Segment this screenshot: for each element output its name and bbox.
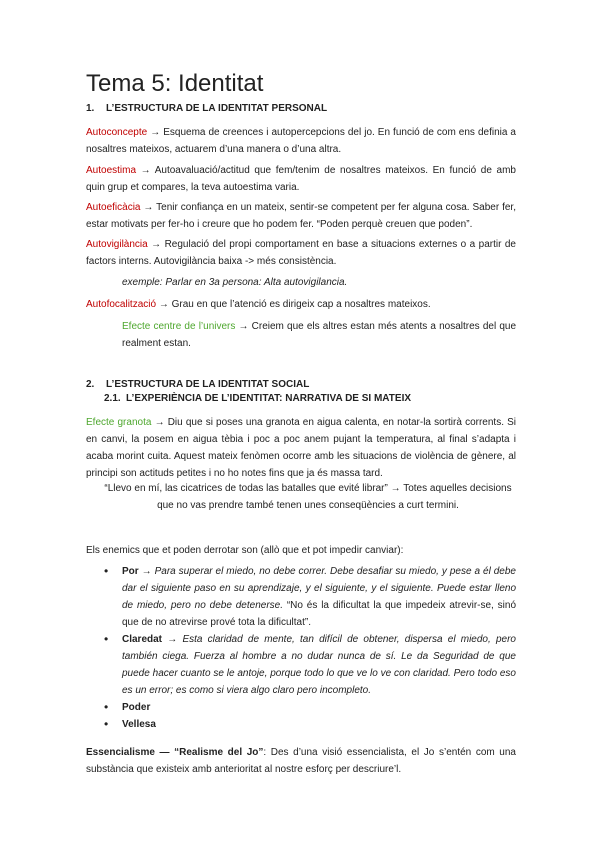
definition-autofocalitzacio: Autofocalització → Grau en que l’atenció es dirigeix cap a nosaltres mateixos.	[86, 299, 431, 310]
term-autofocalitzacio: Autofocalització	[86, 299, 157, 310]
list-item: • Vellesa	[104, 716, 516, 733]
definition-efecte-centre: Efecte centre de l’univers → Creiem que els altres estan més atents a nosaltres del que realment estan.	[122, 321, 516, 349]
definition-autoestima: Autoestima → Autoavaluació/actitud que fem/tenim de nosaltres mateixos. En funció de amb quin grup et compares, la teva autoestima varia.	[86, 165, 516, 193]
definition-autoeficacia: Autoeficàcia → Tenir confiança en un mateix, sentir-se competent per fer alguna cosa. Saber fer, estar motivats per fer-ho i creure que ho podem fer. “Poden perquè creuen que poden”.	[86, 202, 516, 230]
example-note: exemple: Parlar en 3a persona: Alta autovigilancia.	[122, 277, 348, 288]
section-heading-1: 1. L’ESTRUCTURA DE LA IDENTITAT PERSONAL	[86, 103, 328, 114]
term-efecte-centre: Efecte centre de l’univers	[122, 321, 236, 332]
term-autoconcepte: Autoconcepte	[86, 127, 148, 138]
section-heading-2-1: 2.1. L’EXPERIÈNCIA DE L’IDENTITAT: NARRATIVA DE SI MATEIX	[104, 393, 412, 404]
term-autovigilancia: Autovigilància	[86, 239, 148, 250]
list-item: • Poder	[104, 699, 516, 716]
list-item: • Claredat → Esta claridad de mente, tan difícil de obtener, dispersa el miedo, pero también ciega. Fuerza al hombre a no dudar nunca de sí. Le da Seguridad de que puede hacer cuanto se le antoje, porque todo lo que ve lo ve con claridad. Pero todo eso es un error; es como si viera algo claro pero incompleto.	[104, 631, 516, 699]
quote-text: “Llevo en mí, las cicatrices de todas las batalles que evité librar”	[104, 483, 388, 494]
definition-essencialisme: Essencialisme — “Realisme del Jo”: Des d’una visió essencialista, el Jo s’entén com una substància que existeix amb anterioritat al nostre esforç per descriure’l.	[86, 747, 516, 775]
list-item: • Por → Para superar el miedo, no debe correr. Debe desafiar su miedo, y pese a él debe dar el siguiente paso en su aprendizaje, y el siguiente, y el siguiente. Puede estar lleno de miedo, pero no debe detenerse. “No és la dificultat la que impedeix atrevir-se, sinó que de no atrevirse prové tota la dificultat”.	[104, 563, 516, 631]
enemies-list	[104, 563, 516, 733]
term-autoestima: Autoestima	[86, 165, 137, 176]
definition-efecte-granota: Efecte granota → Diu que si poses una granota en aigua calenta, en notar-la sortirà corrents. Si en canvi, la posem en aigua tèbia i poc a poc anem pujant la temperatura, al final s’adapta i acaba morint cuita. Aquest mateix fenòmen ocorre amb les situacions de violència de gènere, al principi son actituds petites i no ho notes fins que ja és massa tard.	[86, 417, 517, 479]
section-heading-2: 2. L’ESTRUCTURA DE LA IDENTITAT SOCIAL	[86, 379, 310, 390]
page-title: Tema 5: Identitat	[86, 70, 264, 97]
term-autoeficacia: Autoeficàcia	[86, 202, 141, 213]
term-essencialisme: Essencialisme — “Realisme del Jo”	[86, 747, 264, 758]
definition-autovigilancia: Autovigilància → Regulació del propi comportament en base a situacions externes o a partir de factors interns. Autovigilància baixa -> més consistència.	[86, 239, 516, 267]
term-efecte-granota: Efecte granota	[86, 417, 152, 428]
definition-autoconcepte: Autoconcepte → Esquema de creences i autopercepcions del jo. En funció de com ens definia a nosaltres mateixos, actuarem d’una manera o d’una altra.	[86, 127, 516, 155]
quote-block: “Llevo en mí, las cicatrices de todas las batalles que evité librar” → Totes aquelles decisions que no vas prendre també tenen unes conseqüències a curt termini.	[104, 483, 512, 511]
enemies-intro: Els enemics que et poden derrotar son (allò que et pot impedir canviar):	[86, 545, 404, 556]
